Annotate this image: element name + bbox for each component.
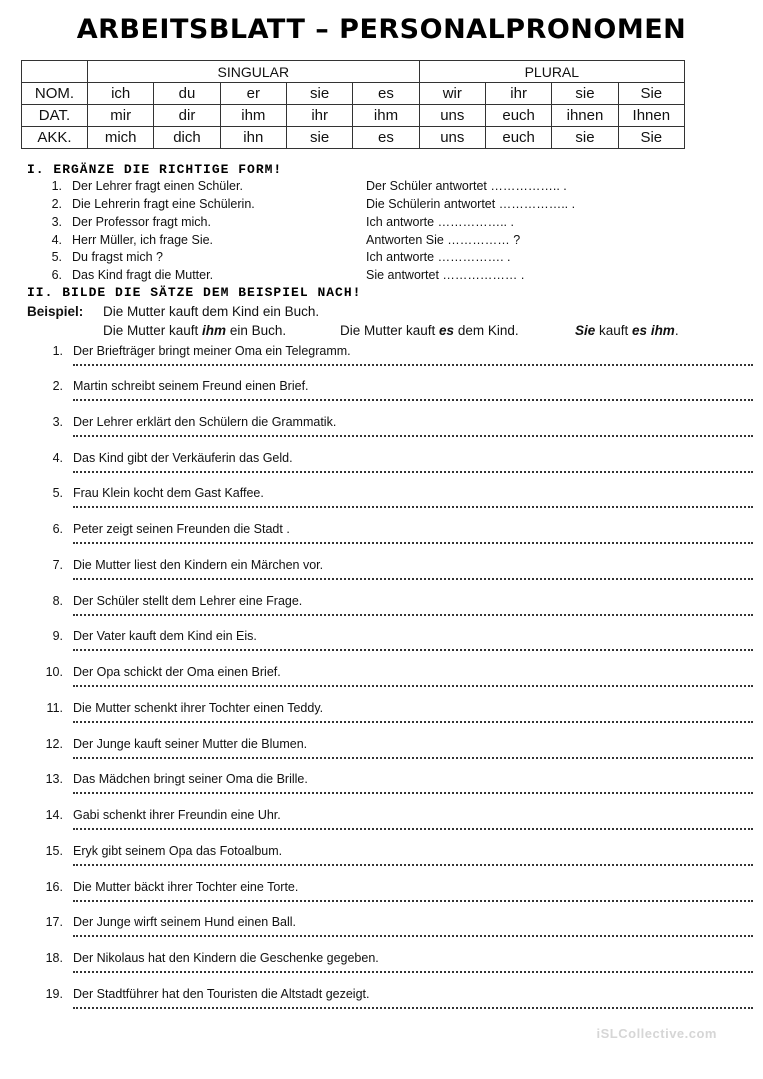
answer-line[interactable] (73, 1007, 753, 1009)
table-cell: sie (552, 127, 618, 149)
table-cell: sie (286, 83, 352, 105)
item-number: 15. (45, 844, 63, 858)
item-sentence: Gabi schenkt ihrer Freundin eine Uhr. (73, 808, 281, 822)
item-number: 3. (51, 215, 62, 229)
item-question: Du fragst mich ? (72, 250, 164, 264)
item-answer-blank: Die Schülerin antwortet …………….. . (366, 197, 576, 211)
item-sentence: Die Mutter schenkt ihrer Tochter einen Teddy. (73, 701, 324, 715)
answer-line[interactable] (73, 757, 753, 759)
item-sentence: Der Schüler stellt dem Lehrer eine Frage. (73, 594, 303, 608)
pronoun-table (21, 60, 685, 149)
table-cell: mir (88, 105, 154, 127)
item-number: 17. (45, 915, 63, 929)
item-sentence: Peter zeigt seinen Freunden die Stadt . (73, 522, 290, 536)
item-number: 3. (52, 415, 63, 429)
item-sentence: Der Briefträger bringt meiner Oma ein Telegramm. (73, 344, 351, 358)
item-number: 7. (52, 558, 63, 572)
table-cell: euch (485, 105, 551, 127)
table-cell: ihn (220, 127, 286, 149)
example-answer-c: Sie kauft es ihm. (575, 323, 679, 338)
item-sentence: Der Junge kauft seiner Mutter die Blumen. (73, 737, 308, 751)
item-number: 1. (51, 179, 62, 193)
exercise1-item (46, 179, 726, 196)
answer-line[interactable] (73, 971, 753, 973)
item-sentence: Martin schreibt seinem Freund einen Brief. (73, 379, 309, 393)
table-cell: ich (88, 83, 154, 105)
table-cell: Sie (618, 83, 684, 105)
table-header-row (22, 61, 685, 83)
item-answer-blank: Der Schüler antwortet …………….. . (366, 179, 567, 193)
table-cell: ihm (353, 105, 419, 127)
item-number: 1. (52, 344, 63, 358)
table-cell: Sie (618, 127, 684, 149)
item-sentence: Der Stadtführer hat den Touristen die Altstadt gezeigt. (73, 987, 370, 1001)
item-sentence: Der Opa schickt der Oma einen Brief. (73, 665, 281, 679)
table-row-akk (22, 127, 685, 149)
item-number: 10. (45, 665, 63, 679)
answer-line[interactable] (73, 828, 753, 830)
item-sentence: Die Mutter liest den Kindern ein Märchen vor. (73, 558, 324, 572)
example-line (27, 304, 747, 319)
site-watermark: iSLCollective.com (596, 1026, 717, 1041)
case-label: DAT. (22, 105, 88, 127)
item-number: 5. (51, 250, 62, 264)
answer-line[interactable] (73, 792, 753, 794)
page-title: ARBEITSBLATT – PERSONALPRONOMEN (76, 14, 687, 45)
table-cell: dich (154, 127, 220, 149)
table-row-dat (22, 105, 685, 127)
answer-line[interactable] (73, 435, 753, 437)
answer-line[interactable] (73, 614, 753, 616)
example-sentence: Die Mutter kauft dem Kind ein Buch. (103, 304, 320, 319)
item-number: 5. (52, 486, 63, 500)
table-corner-cell (22, 61, 88, 83)
table-cell: uns (419, 127, 485, 149)
item-answer-blank: Ich antworte …………….. . (366, 215, 514, 229)
table-cell: dir (154, 105, 220, 127)
answer-line[interactable] (73, 471, 753, 473)
table-cell: sie (286, 127, 352, 149)
exercise1-item (46, 197, 726, 214)
exercise1-item (46, 250, 726, 267)
item-sentence: Der Vater kauft dem Kind ein Eis. (73, 629, 257, 643)
item-number: 4. (51, 233, 62, 247)
answer-line[interactable] (73, 542, 753, 544)
table-cell: es (353, 83, 419, 105)
table-cell: er (220, 83, 286, 105)
exercise1-item (46, 268, 726, 285)
item-number: 16. (45, 880, 63, 894)
header-plural: PLURAL (419, 61, 684, 83)
item-sentence: Das Kind gibt der Verkäuferin das Geld. (73, 451, 293, 465)
table-cell: wir (419, 83, 485, 105)
table-cell: euch (485, 127, 551, 149)
answer-line[interactable] (73, 685, 753, 687)
item-sentence: Der Nikolaus hat den Kindern die Geschenke gegeben. (73, 951, 379, 965)
item-number: 8. (52, 594, 63, 608)
item-number: 18. (45, 951, 63, 965)
table-cell: ihm (220, 105, 286, 127)
item-number: 9. (52, 629, 63, 643)
item-question: Der Lehrer fragt einen Schüler. (72, 179, 243, 193)
item-answer-blank: Ich antworte ……………. . (366, 250, 511, 264)
item-answer-blank: Sie antwortet ……………… . (366, 268, 525, 282)
section2-heading: II. BILDE DIE SÄTZE DEM BEISPIEL NACH! (27, 285, 362, 300)
item-answer-blank: Antworten Sie …………… ? (366, 233, 521, 247)
item-number: 13. (45, 772, 63, 786)
answer-line[interactable] (73, 721, 753, 723)
table-cell: du (154, 83, 220, 105)
item-number: 14. (45, 808, 63, 822)
item-number: 12. (45, 737, 63, 751)
answer-line[interactable] (73, 649, 753, 651)
table-cell: es (353, 127, 419, 149)
exercise1-item (46, 215, 726, 232)
table-cell: ihnen (552, 105, 618, 127)
case-label: NOM. (22, 83, 88, 105)
item-sentence: Der Lehrer erklärt den Schülern die Grammatik. (73, 415, 337, 429)
answer-line[interactable] (73, 399, 753, 401)
header-singular: SINGULAR (88, 61, 420, 83)
case-label: AKK. (22, 127, 88, 149)
table-row-nom (22, 83, 685, 105)
table-cell: sie (552, 83, 618, 105)
answer-line[interactable] (73, 506, 753, 508)
answer-line[interactable] (73, 578, 753, 580)
exercise1-item (46, 233, 726, 250)
item-question: Der Professor fragt mich. (72, 215, 211, 229)
table-cell: Ihnen (618, 105, 684, 127)
item-number: 6. (52, 522, 63, 536)
item-question: Die Lehrerin fragt eine Schülerin. (72, 197, 255, 211)
answer-line[interactable] (73, 900, 753, 902)
table-cell: uns (419, 105, 485, 127)
item-sentence: Das Mädchen bringt seiner Oma die Brille. (73, 772, 308, 786)
table-cell: ihr (485, 83, 551, 105)
example-label: Beispiel: (27, 304, 84, 319)
item-sentence: Der Junge wirft seinem Hund einen Ball. (73, 915, 297, 929)
item-number: 2. (51, 197, 62, 211)
item-sentence: Eryk gibt seinem Opa das Fotoalbum. (73, 844, 283, 858)
item-sentence: Die Mutter bäckt ihrer Tochter eine Torte. (73, 880, 299, 894)
item-question: Das Kind fragt die Mutter. (72, 268, 214, 282)
answer-line[interactable] (73, 935, 753, 937)
table-cell: mich (88, 127, 154, 149)
item-number: 4. (52, 451, 63, 465)
example-answer-a: Die Mutter kauft ihm ein Buch. (103, 323, 287, 338)
item-number: 11. (46, 701, 63, 715)
item-question: Herr Müller, ich frage Sie. (72, 233, 214, 247)
answer-line[interactable] (73, 864, 753, 866)
item-number: 6. (51, 268, 62, 282)
table-cell: ihr (286, 105, 352, 127)
example-answer-b: Die Mutter kauft es dem Kind. (340, 323, 519, 338)
answer-line[interactable] (73, 364, 753, 366)
item-sentence: Frau Klein kocht dem Gast Kaffee. (73, 486, 264, 500)
item-number: 2. (52, 379, 63, 393)
item-number: 19. (45, 987, 63, 1001)
section1-heading: I. ERGÄNZE DIE RICHTIGE FORM! (27, 162, 283, 177)
